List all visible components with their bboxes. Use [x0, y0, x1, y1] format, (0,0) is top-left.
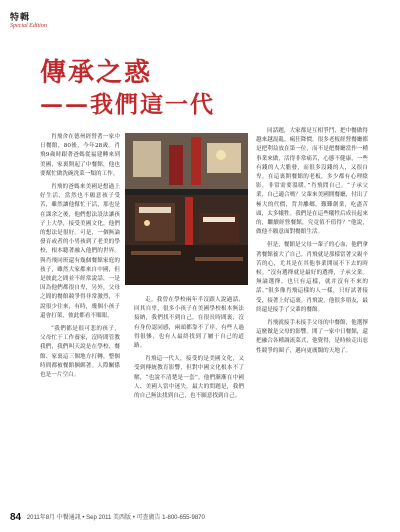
restaurant-interior-image: [125, 133, 248, 285]
paragraph: 走。我曾在學校兩年半沒跟人說過話，回其自卑，很多小孩子在美國學校根本無法接納，我們找不到自己，在很長時間裏，沒有身份認同感，兩頭都靠不了岸，有些人過得很慘，也有人最終找到了屬于自己的道路。: [134, 297, 244, 350]
article-column-2: [134, 296, 244, 502]
article-title: 傳承之惑: [40, 58, 153, 88]
edition-label: Special Edition: [10, 23, 47, 29]
paragraph: 但是，餐館是父母一輩子的心血，他們拿著餐館養大了自己。肖飛就是那樣當著父親辛苦的心，尤其是在其他事業開展不下去的時候。“沒有選擇就是最好的選擇，子承父業。無論選擇，也只有這樣，就并沒有不來的話。”很多像肖飛這樣的人一樣，只好試著接受，接著上好這裏。肖飛說，他很多朋友，最終還是接手了父輩的餐館。: [256, 242, 368, 313]
article-column-3: [256, 127, 368, 507]
page-number: 84: [10, 512, 22, 523]
section-label: 特輯: [10, 13, 31, 23]
paragraph: 肖飛就接手未接手父母的中餐館，他選擇這麼做是父母的影響。開了一家中日餐館，還把融合各種調流菜式，他覺得，是時候走出惡性競爭的圈子，邁向更廣闊的天地了。: [256, 320, 368, 354]
paragraph: 同話題，大家都是互相爭鬥，把中餐做得越來越混亂，瘋狂降價。很多老板經營餐廳都是把利益放在第一位，而不是把餐廳當作一種事業來做，活得非常痛苦，心態不健康，一些有錢的人大膽發，而很多沒錢的人，又很自卑。在這裏開餐館的老板，多少都有心理陰影，非常需要溫暖。”肖飛問自己，“子承父業，自己適合嗎？父輩來美國開餐廳，付出了極大的代價，背井離鄉，艱難創業，吃盡苦頭，太多犧牲。我們是在這些犧牲后成長起來的，繼續經營餐館，究竟值不值得？”他說，做他不願意面對餐館生活。: [256, 128, 368, 236]
paragraph: 肖飛的爸媽來美國是想過上好生活，當然也不願意孩子受苦，雖然讓他幫忙干活，那也是在課余之後，他們想法設法讓孩子上大學，接受美國文化，他們的想法是很好。可是，一個無論發育或者的小男孩到了老美的學校，根本聽著融入他們的世界。與肖飛同班還有幾個餐館家庭的孩子，雖然大家都來自中國，但是彼此之間並不經常說話，一是因為他們都很自卑，另外，父母之間的餐館競爭得非常激烈，不說很少往來，有時，幾個小孩子還會打架，彼此都看不順眼。: [40, 184, 120, 319]
restaurant-photo: [125, 133, 248, 285]
paragraph: 肖飛舍在德州經營著一家中日餐館，80後，今年28歲。肖飛9歲時跟著爸媽從福建轉來到美國，家裏開起了中餐館，他也要幫忙做洗碗洗菜一類的工作。: [40, 134, 120, 177]
article-subtitle: ——我們這一代: [40, 91, 215, 118]
page-footer: [10, 512, 205, 523]
paragraph: “我們都是很可悲的孩子，父母忙于工作養家，沒時間管教我們，我們叫天說是在學校、餐館、家裏這三個地方打轉，整個時間都被餐館捆綁著。人際關係也是一片空白。: [40, 326, 120, 379]
footer-text: 2011年8月 中餐通訊 • Sep 2011 美西版 • 可查廣告 1-800-655-9870: [26, 515, 205, 521]
paragraph: 肖飛這一代人，接受的是美國文化，又受到傳統教育影響，但對中國文化根本不了解，“也說不清楚是一套”。他們漸漸在中國人、美國人當中迷失。最大的問題是，我們的自己無法找到自己，也不願意找到自己。: [134, 356, 244, 400]
article-column-1: [40, 133, 120, 501]
section-header: [10, 10, 47, 29]
